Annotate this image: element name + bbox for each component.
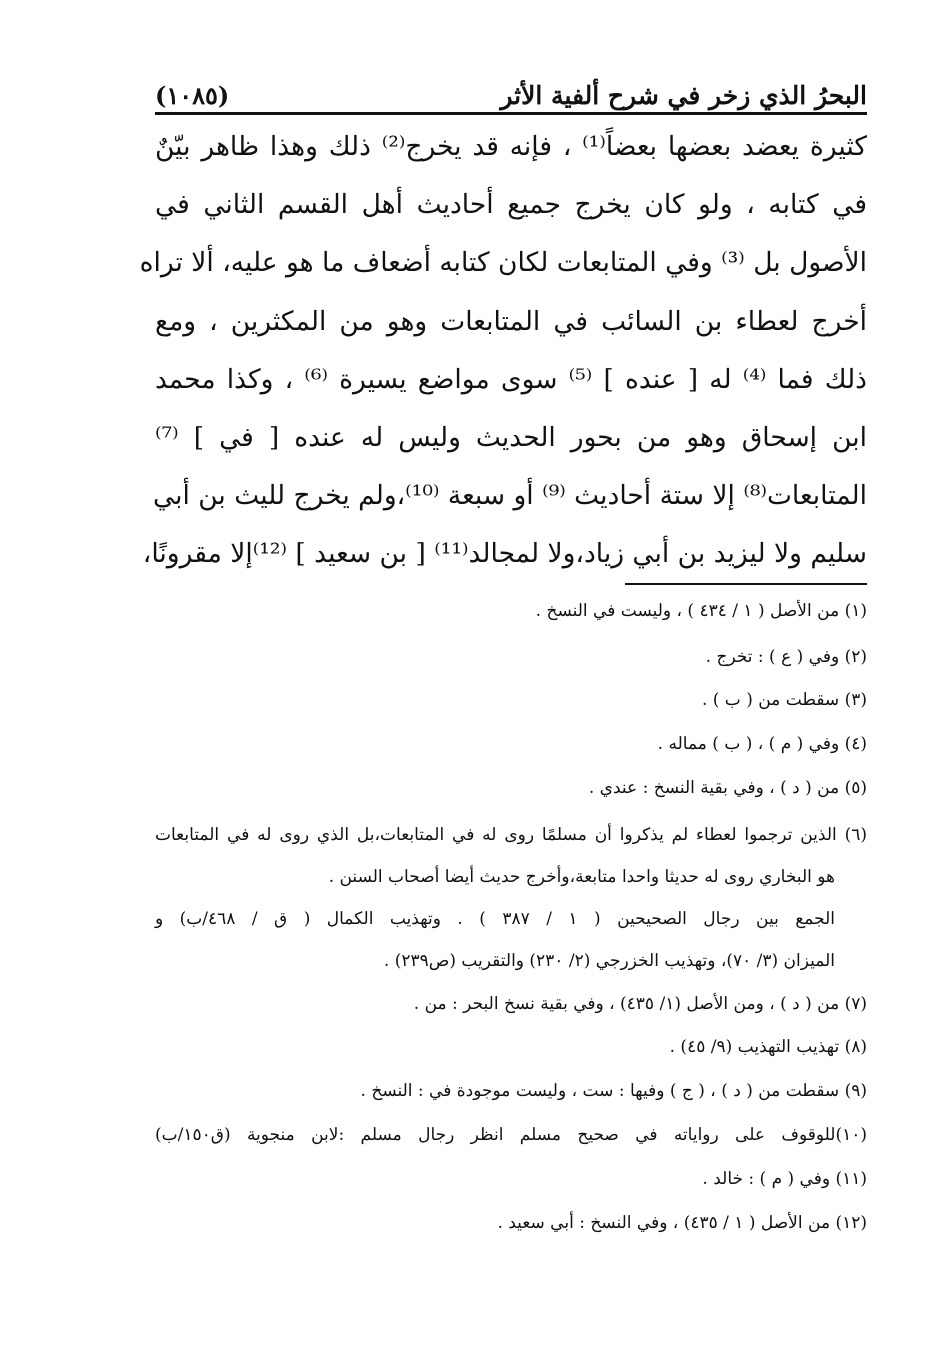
footnote-11: (١١) وفي ( م ) : خالد . xyxy=(702,1169,867,1189)
footnote-2: (٢) وفي ( ع ) : تخرج . xyxy=(705,647,867,667)
footnote-6: (٦) الذين ترجموا لعطاء لم يذكروا أن مسلمًا روى له في المتابعات،بل الذي روى له في المتابعات xyxy=(155,825,867,845)
footnote-9: (٩) سقطت من ( د ) ، ( ج ) وفيها : ست ، وليست موجودة في : النسخ . xyxy=(360,1081,867,1101)
footnote-6-reference-continuation: الميزان (٣/ ٧٠)، وتهذيب الخزرجي (٢/ ٢٣٠) والتقريب (ص٢٣٩) . xyxy=(383,951,835,971)
body-line: في كتابه ، ولو كان يخرج جميع أحاديث أهل القسم الثاني في xyxy=(155,189,867,221)
body-line: ذلك فما ⁽⁴⁾ له [ عنده ] ⁽⁵⁾ سوى مواضع يسيرة ⁽⁶⁾ ، وكذا محمد xyxy=(155,363,867,395)
page-header xyxy=(155,62,867,110)
body-line: الأصول بل ⁽³⁾ وفي المتابعات لكان كتابه أضعاف ما هو عليه، ألا تراه xyxy=(139,247,867,279)
body-line: أخرج لعطاء بن السائب في المتابعات وهو من المكثرين ، ومع xyxy=(155,305,867,337)
page-number: (١٠٨٥) xyxy=(155,81,230,110)
footnote-divider xyxy=(625,583,867,585)
footnote-6-reference: الجمع بين رجال الصحيحين ( ١ / ٣٨٧ ) . وتهذيب الكمال ( ق / ٤٦٨/ب) و xyxy=(155,909,836,929)
footnote-5: (٥) من ( د ) ، وفي بقية النسخ : عندي . xyxy=(588,778,867,798)
body-line: ابن إسحاق وهو من بحور الحديث وليس له عنده [ في ] ⁽⁷⁾ xyxy=(155,421,867,453)
footnote-8: (٨) تهذيب التهذيب (٩/ ٤٥) . xyxy=(669,1037,867,1057)
footnote-3: (٣) سقطت من ( ب ) . xyxy=(701,690,867,710)
body-line: سليم ولا ليزيد بن أبي زياد،ولا لمجالد⁽¹¹⁾ [ بن سعيد ] ⁽¹²⁾إلا مقرونًا، xyxy=(142,538,867,570)
main-text xyxy=(139,118,867,584)
body-line: المتابعات⁽⁸⁾ إلا ستة أحاديث ⁽⁹⁾ أو سبعة ⁽¹⁰⁾،ولم يخرج لليث بن أبي xyxy=(152,480,867,512)
footnote-12: (١٢) من الأصل ( ١ / ٤٣٥) ، وفي النسخ : أبي سعيد . xyxy=(497,1213,867,1233)
body-line: كثيرة يعضد بعضها بعضاً⁽¹⁾ ، فإنه قد يخرج⁽²⁾ ذلك وهذا ظاهر بيّنٌ xyxy=(155,131,867,162)
footnote-7: (٧) من ( د ) ، ومن الأصل (١/ ٤٣٥) ، وفي بقية نسخ البحر : من . xyxy=(413,994,867,1014)
header-divider xyxy=(155,112,867,115)
running-title: البحرُ الذي زخر في شرح ألفية الأثر xyxy=(500,81,867,110)
footnote-6-continuation: هو البخاري روى له حديثا واحدا متابعة،وأخرج حديث أيضا أصحاب السنن . xyxy=(328,867,835,887)
footnote-1: (١) من الأصل ( ١ / ٤٣٤ ) ، وليست في النسخ . xyxy=(535,601,867,621)
footnote-4: (٤) وفي ( م ) ، ( ب ) مماله . xyxy=(657,734,867,754)
footnote-10: (١٠)للوقوف على رواياته في صحيح مسلم انظر رجال مسلم :لابن منجوية (ق١٥٠/ب) xyxy=(155,1125,867,1145)
